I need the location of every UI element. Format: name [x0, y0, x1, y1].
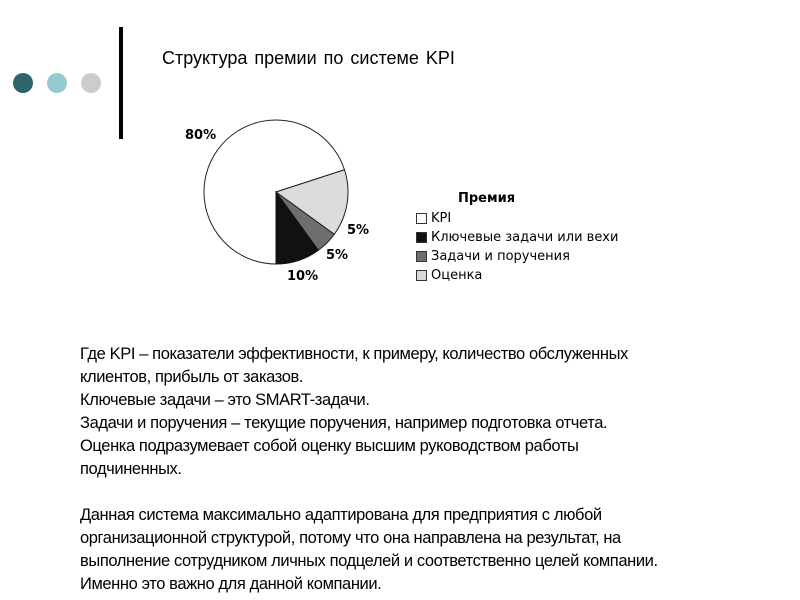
- chart-legend: [416, 191, 618, 285]
- legend-label: KPI: [431, 211, 452, 226]
- text-line: Ключевые задачи – это SMART-задачи.: [80, 391, 370, 409]
- legend-item-kpi: [416, 209, 618, 228]
- slide-title: Структура премии по системе KPI: [162, 48, 455, 68]
- text-line: Оценка подразумевает собой оценку высшим руководством работы: [80, 437, 579, 455]
- pie-label-rating: 5%: [347, 223, 370, 238]
- paragraph-gap: [80, 481, 780, 504]
- decor-vertical-bar: [119, 27, 123, 139]
- text-line: Где KPI – показатели эффективности, к примеру, количество обслуженных: [80, 345, 628, 363]
- pie-label-kpi: 80%: [185, 128, 217, 143]
- legend-swatch-dark-gray: [416, 251, 427, 262]
- legend-swatch-light-gray: [416, 270, 427, 281]
- legend-item-key-tasks: [416, 228, 618, 247]
- text-line: подчиненных.: [80, 460, 182, 478]
- legend-label: Задачи и поручения: [431, 249, 570, 264]
- legend-swatch-white: [416, 213, 427, 224]
- pie-label-tasks: 5%: [326, 248, 349, 263]
- decor-dot-dark-teal: [13, 73, 33, 93]
- legend-swatch-black: [416, 232, 427, 243]
- text-line: выполнение сотрудником личных подцелей и соответственно целей компании.: [80, 552, 658, 570]
- legend-title: Премия: [458, 191, 516, 206]
- legend-item-tasks: [416, 247, 618, 266]
- text-line: организационной структурой, потому что она направлена на результат, на: [80, 529, 621, 547]
- legend-item-rating: [416, 266, 618, 285]
- legend-label: Ключевые задачи или вехи: [431, 230, 619, 245]
- decor-dot-light-teal: [47, 73, 67, 93]
- legend-label: Оценка: [431, 268, 483, 283]
- text-line: клиентов, прибыль от заказов.: [80, 368, 304, 386]
- text-line: Данная система максимально адаптирована для предприятия с любой: [80, 506, 602, 524]
- decor-dot-gray: [81, 73, 101, 93]
- body-text: [80, 343, 780, 596]
- text-line: Задачи и поручения – текущие поручения, например подготовка отчета.: [80, 414, 608, 432]
- text-line: Именно это важно для данной компании.: [80, 575, 382, 593]
- pie-label-key-tasks: 10%: [287, 269, 319, 284]
